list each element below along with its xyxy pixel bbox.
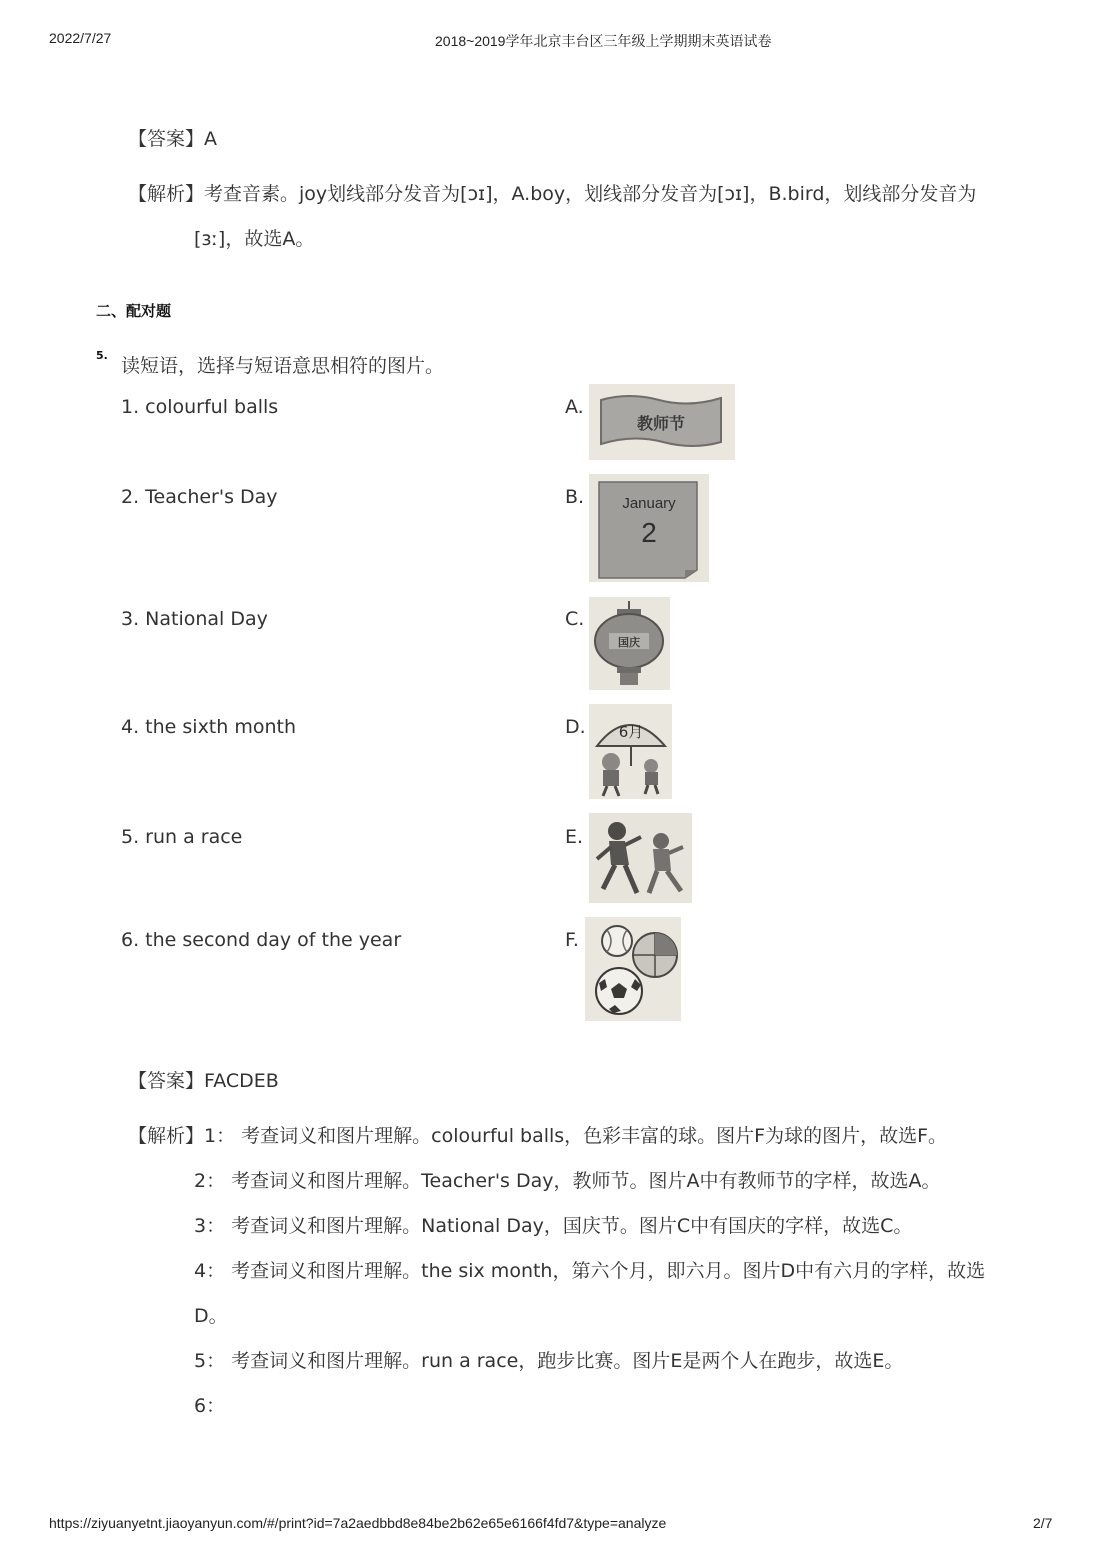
answer <box>128 1066 279 1093</box>
prev-analysis-line-2: [ɜː]，故选A。 <box>194 228 315 250</box>
lantern-text: 国庆 <box>618 636 640 649</box>
analysis-line-1 <box>128 1121 947 1148</box>
analysis-line-4-cont: D。 <box>194 1305 228 1327</box>
option-letter-d: D. <box>565 716 586 738</box>
section-title: 二、配对题 <box>96 302 172 320</box>
analysis-text: 考查音素。joy划线部分发音为[ɔɪ]，A.boy，划线部分发音为[ɔɪ]，B.bird，划线部分发音为 <box>204 183 977 205</box>
analysis-line-4: 4： 考查词义和图片理解。the six month，第六个月，即六月。图片D中有六月的字样，故选 <box>194 1260 986 1282</box>
calendar-day: 2 <box>641 517 657 548</box>
analysis-line-6: 6： <box>194 1395 226 1417</box>
analysis-label: 【解析】 <box>128 183 205 205</box>
analysis-line-3: 3： 考查词义和图片理解。National Day，国庆节。图片C中有国庆的字样，故选C。 <box>194 1215 913 1237</box>
analysis-label: 【解析】 <box>128 1125 205 1147</box>
answer-value: A <box>204 128 218 150</box>
phrase-4: 4. the sixth month <box>121 716 297 738</box>
lantern-icon <box>589 597 670 690</box>
phrase-2: 2. Teacher's Day <box>121 486 278 508</box>
answer-label: 【答案】 <box>128 1070 205 1092</box>
teachers-day-banner-icon <box>589 384 735 460</box>
two-runners-icon <box>589 813 692 903</box>
document-title: 2018~2019学年北京丰台区三年级上学期期末英语试卷 <box>435 33 772 49</box>
analysis-text: 1： 考查词义和图片理解。colourful balls，色彩丰富的球。图片F为球的图片，故选F。 <box>204 1125 948 1147</box>
option-letter-b: B. <box>565 486 585 508</box>
prev-answer <box>128 124 217 151</box>
prev-analysis-line-1 <box>128 179 976 206</box>
footer-url[interactable]: https://ziyuanyetnt.jiaoyanyun.com/#/print?id=7a2aedbbd8e84be2b62e65e6166f4fd7&type=analyze <box>49 1515 667 1531</box>
phrase-1: 1. colourful balls <box>121 396 279 418</box>
banner-text: 教师节 <box>636 414 686 433</box>
answer-value: FACDEB <box>204 1070 279 1092</box>
option-letter-c: C. <box>565 608 585 630</box>
phrase-6: 6. the second day of the year <box>121 929 402 951</box>
analysis-line-2: 2： 考查词义和图片理解。Teacher's Day，教师节。图片A中有教师节的字样，故选A。 <box>194 1170 941 1192</box>
phrase-3: 3. National Day <box>121 608 268 630</box>
option-letter-a: A. <box>565 396 584 418</box>
page-number: 2/7 <box>1033 1515 1053 1531</box>
children-umbrella-icon <box>589 704 672 799</box>
print-date: 2022/7/27 <box>49 30 112 46</box>
question-prompt: 读短语，选择与短语意思相符的图片。 <box>121 355 445 377</box>
umbrella-text: 6月 <box>618 723 644 741</box>
option-letter-e: E. <box>565 826 584 848</box>
calendar-month: January <box>622 495 676 512</box>
calendar-page-icon <box>589 474 709 582</box>
analysis-line-5: 5： 考查词义和图片理解。run a race，跑步比赛。图片E是两个人在跑步，故选E。 <box>194 1350 904 1372</box>
question-number: 5. <box>96 349 108 362</box>
answer-label: 【答案】 <box>128 128 205 150</box>
phrase-5: 5. run a race <box>121 826 243 848</box>
balls-icon <box>585 917 681 1021</box>
option-letter-f: F. <box>565 929 579 951</box>
